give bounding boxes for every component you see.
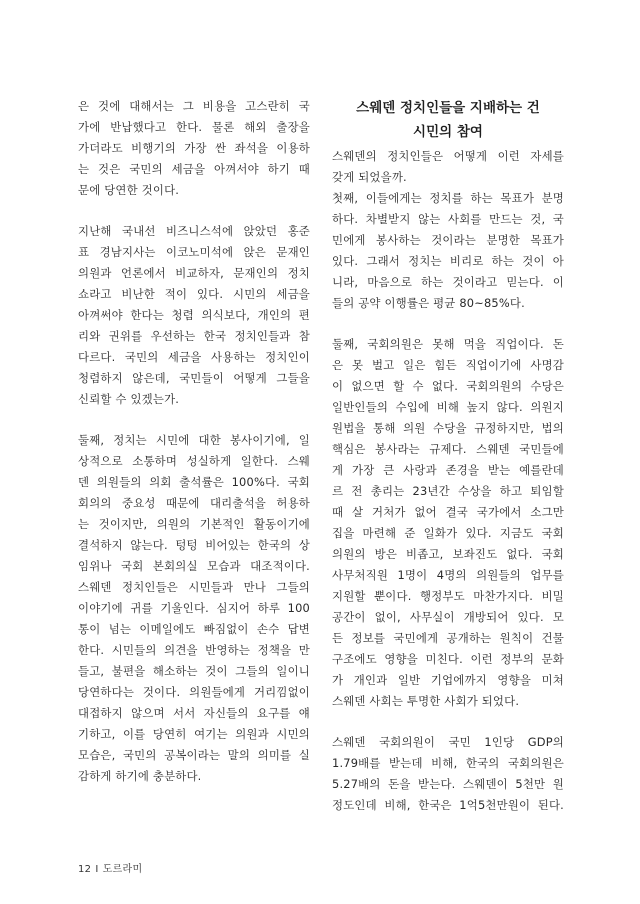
text-line: 아껴써야 한다는 청렴 의식보다, 개인의 편	[78, 308, 310, 322]
text-line: 민에게 봉사하는 것이라는 분명한 목표가	[332, 233, 564, 247]
section-heading	[332, 96, 564, 144]
page-number: 12	[78, 864, 92, 875]
text-line: 가더라도 비행기의 가장 싼 좌석을 이용하	[78, 141, 310, 155]
text-line: 임위나 국회 본회의실 모습과 대조적이다.	[78, 559, 310, 573]
text-line: 은 것에 대해서는 그 비용을 고스란히 국	[78, 99, 310, 113]
text-line: 공간이 없이, 사무실이 개방되어 있다. 모	[332, 610, 564, 624]
text-line: 이야기에 귀를 기울인다. 심지어 하루 100	[78, 601, 310, 615]
heading-line: 스웨덴 정치인들을 지배하는 건	[356, 100, 540, 116]
text-line: 문에 당연한 것이다.	[78, 183, 180, 197]
right-paragraph-3	[332, 732, 564, 816]
text-line: 르 전 총리는 23년간 수상을 하고 퇴임할	[332, 484, 564, 498]
text-line: 둘째, 국회의원은 못해 먹을 직업이다. 돈	[332, 337, 564, 351]
text-line: 둘째, 정치는 시민에 대한 봉사이기에, 일	[78, 433, 310, 447]
text-line: 있다. 그래서 정치는 비리로 하는 것이 아	[332, 254, 564, 268]
text-line: 지난해 국내선 비즈니스석에 앉았던 홍준	[78, 224, 310, 238]
text-line: 니라, 마음으로 하는 것이라고 믿는다. 이	[332, 275, 564, 289]
text-line: 5.27배의 돈을 받는다. 스웨덴이 5천만 원	[332, 777, 564, 791]
left-paragraph-2	[78, 221, 310, 410]
text-line: 의원의 방은 비좁고, 보좌진도 없다. 국회	[332, 547, 564, 561]
text-line: 감하게 하기에 충분하다.	[78, 769, 202, 783]
footer-separator: I	[95, 864, 99, 875]
text-line: 가 개인과 일반 기업에까지 영향을 미쳐	[332, 673, 564, 687]
text-line: 청렴하지 않은데, 국민들이 어떻게 그들을	[78, 371, 310, 385]
text-line: 들의 공약 이행률은 평균 80~85%다.	[332, 296, 525, 310]
text-line: 결석하지 않는다. 텅텅 비어있는 한국의 상	[78, 538, 310, 552]
left-paragraph-1	[78, 96, 310, 201]
heading-line: 시민의 참여	[413, 124, 483, 140]
text-line: 회의의 중요성 때문에 대리출석을 허용하	[78, 496, 310, 510]
text-line: 표 경남지사는 이코노미석에 앉은 문재인	[78, 245, 310, 259]
paragraph-gap	[78, 201, 310, 221]
text-line: 덴 의원들의 의회 출석률은 100%다. 국회	[78, 475, 310, 489]
text-line: 이 없으면 할 수 없다. 국회의원의 수당은	[332, 379, 564, 393]
text-line: 쇼라고 비난한 적이 있다. 시민의 세금을	[78, 287, 310, 301]
text-line: 일반인들의 수입에 비해 높지 않다. 의원지	[332, 400, 564, 414]
text-line: 게 가장 큰 사랑과 존경을 받는 예를란데	[332, 463, 564, 477]
text-line: 스웨덴의 정치인들은 어떻게 이런 자세를	[332, 149, 564, 163]
text-line: 원법을 통해 의원 수당을 규정하지만, 법의	[332, 421, 564, 435]
text-line: 지원할 뿐이다. 행정부도 마찬가지다. 비밀	[332, 589, 564, 603]
right-paragraph-2	[332, 334, 564, 712]
text-line: 한다. 시민들의 의견을 반영하는 정책을 만	[78, 643, 310, 657]
text-line: 모습은, 국민의 공복이라는 말의 의미를 실	[78, 748, 310, 762]
text-line: 첫째, 이들에게는 정치를 하는 목표가 분명	[332, 191, 564, 205]
paragraph-gap	[78, 410, 310, 430]
text-line: 은 못 벌고 일은 힘든 직업이기에 사명감	[332, 358, 564, 372]
text-line: 스웨덴 정치인들은 시민들과 만나 그들의	[78, 580, 310, 594]
text-line: 정도인데 비해, 한국은 1억5천만원이 된다.	[332, 798, 564, 812]
text-line: 1.79배를 받는데 비해, 한국의 국회의원은	[332, 756, 564, 770]
text-line: 때 살 거처가 없어 결국 국가에서 소그만	[332, 505, 564, 519]
text-line: 리와 권위를 우선하는 한국 정치인들과 참	[78, 329, 310, 343]
text-line: 집을 마련해 준 일화가 있다. 지금도 국회	[332, 526, 564, 540]
text-line: 들고, 불편을 해소하는 것이 그들의 일이니	[78, 664, 310, 678]
text-line: 핵심은 봉사라는 규제다. 스웨덴 국민들에	[332, 442, 564, 456]
text-line: 신뢰할 수 있겠는가.	[78, 392, 180, 406]
text-line: 다르다. 국민의 세금을 사용하는 정치인이	[78, 350, 310, 364]
paragraph-gap	[332, 314, 564, 334]
right-column	[332, 96, 564, 816]
text-line: 든 정보를 국민에게 공개하는 원칙이 건물	[332, 631, 564, 645]
text-line: 통이 넘는 이메일에도 빠짐없이 손수 답변	[78, 622, 310, 636]
text-line: 는 것이지만, 의원의 기본적인 활동이기에	[78, 517, 310, 531]
text-line: 는 것은 국민의 세금을 아껴서야 하기 때	[78, 162, 310, 176]
publication-name: 도르라미	[102, 864, 143, 875]
text-line: 당연하다는 것이다. 의원들에게 거리낌없이	[78, 685, 310, 699]
text-line: 사무처직원 1명이 4명의 의원들의 업무를	[332, 568, 564, 582]
text-line: 가에 반납했다고 한다. 물론 해외 출장을	[78, 120, 310, 134]
text-line: 스웨덴 국회의원이 국민 1인당 GDP의	[332, 735, 564, 749]
text-line: 의원과 언론에서 비교하자, 문재인의 정치	[78, 266, 310, 280]
text-line: 기하고, 이를 당연히 여기는 의원과 시민의	[78, 727, 310, 741]
text-line: 구조에도 영향을 미친다. 이런 정부의 문화	[332, 652, 564, 666]
text-line: 대접하지 않으며 서서 자신들의 요구를 얘	[78, 706, 310, 720]
text-line: 상적으로 소통하며 성실하게 일한다. 스웨	[78, 454, 310, 468]
text-line: 스웨덴 사회는 투명한 사회가 되었다.	[332, 694, 520, 708]
right-paragraph-1	[332, 146, 564, 314]
paragraph-gap	[332, 712, 564, 732]
left-paragraph-3	[78, 430, 310, 787]
text-line: 하다. 차별받지 않는 사회를 만드는 것, 국	[332, 212, 564, 226]
left-column	[78, 96, 310, 787]
text-line: 갖게 되었을까.	[332, 170, 407, 184]
page-footer	[78, 860, 142, 875]
